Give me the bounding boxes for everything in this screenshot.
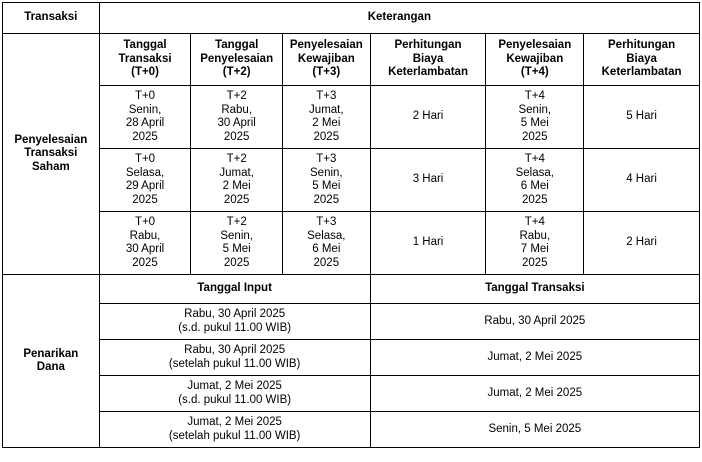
table-cell: Rabu, 30 April 2025 bbox=[370, 304, 699, 340]
table-cell: Jumat, 2 Mei 2025 bbox=[370, 376, 699, 412]
saham-col-tanggal-transaksi: Tanggal Transaksi (T+0) bbox=[99, 34, 191, 86]
table-row bbox=[3, 376, 700, 412]
table-cell: T+0 Senin, 28 April 2025 bbox=[99, 86, 191, 149]
table-cell: 5 Hari bbox=[584, 86, 700, 149]
table-cell: T+2 Rabu, 30 April 2025 bbox=[191, 86, 283, 149]
table-cell: Rabu, 30 April 2025 (setelah pukul 11.00 WIB) bbox=[99, 340, 370, 376]
dana-section-label: Penarikan Dana bbox=[3, 275, 100, 448]
header-keterangan: Keterangan bbox=[99, 3, 699, 34]
table-row bbox=[3, 86, 700, 149]
saham-col-penyelesaian-t4: Penyelesaian Kewajiban (T+4) bbox=[486, 34, 584, 86]
table-cell: T+0 Selasa, 29 April 2025 bbox=[99, 149, 191, 212]
table-cell: Jumat, 2 Mei 2025 bbox=[370, 340, 699, 376]
table-cell: T+4 Senin, 5 Mei 2025 bbox=[486, 86, 584, 149]
saham-section-label: Penyelesaian Transaksi Saham bbox=[3, 34, 100, 275]
table-row bbox=[3, 149, 700, 212]
table-row bbox=[3, 304, 700, 340]
table-cell: Jumat, 2 Mei 2025 (s.d. pukul 11.00 WIB) bbox=[99, 376, 370, 412]
table-cell: Senin, 5 Mei 2025 bbox=[370, 412, 699, 448]
table-cell: 3 Hari bbox=[370, 149, 486, 212]
table-cell: 2 Hari bbox=[584, 212, 700, 275]
table-cell: 1 Hari bbox=[370, 212, 486, 275]
table-cell: Rabu, 30 April 2025 (s.d. pukul 11.00 WIB) bbox=[99, 304, 370, 340]
saham-col-biaya-2: Perhitungan Biaya Keterlambatan bbox=[584, 34, 700, 86]
dana-column-header-row bbox=[3, 275, 700, 304]
table-row bbox=[3, 340, 700, 376]
table-row bbox=[3, 412, 700, 448]
table-row bbox=[3, 212, 700, 275]
table-cell: T+2 Senin, 5 Mei 2025 bbox=[191, 212, 283, 275]
table-cell: T+3 Senin, 5 Mei 2025 bbox=[283, 149, 371, 212]
dana-col-tanggal-input: Tanggal Input bbox=[99, 275, 370, 304]
table-cell: T+4 Rabu, 7 Mei 2025 bbox=[486, 212, 584, 275]
settlement-table-wrapper bbox=[2, 2, 700, 448]
saham-col-tanggal-penyelesaian: Tanggal Penyelesaian (T+2) bbox=[191, 34, 283, 86]
table-cell: T+3 Jumat, 2 Mei 2025 bbox=[283, 86, 371, 149]
table-cell: 2 Hari bbox=[370, 86, 486, 149]
table-cell: T+2 Jumat, 2 Mei 2025 bbox=[191, 149, 283, 212]
dana-col-tanggal-transaksi: Tanggal Transaksi bbox=[370, 275, 699, 304]
settlement-table bbox=[2, 2, 700, 448]
header-transaksi: Transaksi bbox=[3, 3, 100, 34]
table-cell: T+0 Rabu, 30 April 2025 bbox=[99, 212, 191, 275]
saham-col-biaya-1: Perhitungan Biaya Keterlambatan bbox=[370, 34, 486, 86]
table-cell: Jumat, 2 Mei 2025 (setelah pukul 11.00 WIB) bbox=[99, 412, 370, 448]
table-cell: T+4 Selasa, 6 Mei 2025 bbox=[486, 149, 584, 212]
saham-column-header-row bbox=[3, 34, 700, 86]
saham-col-penyelesaian-t3: Penyelesaian Kewajiban (T+3) bbox=[283, 34, 371, 86]
header-row bbox=[3, 3, 700, 34]
table-cell: 4 Hari bbox=[584, 149, 700, 212]
table-cell: T+3 Selasa, 6 Mei 2025 bbox=[283, 212, 371, 275]
